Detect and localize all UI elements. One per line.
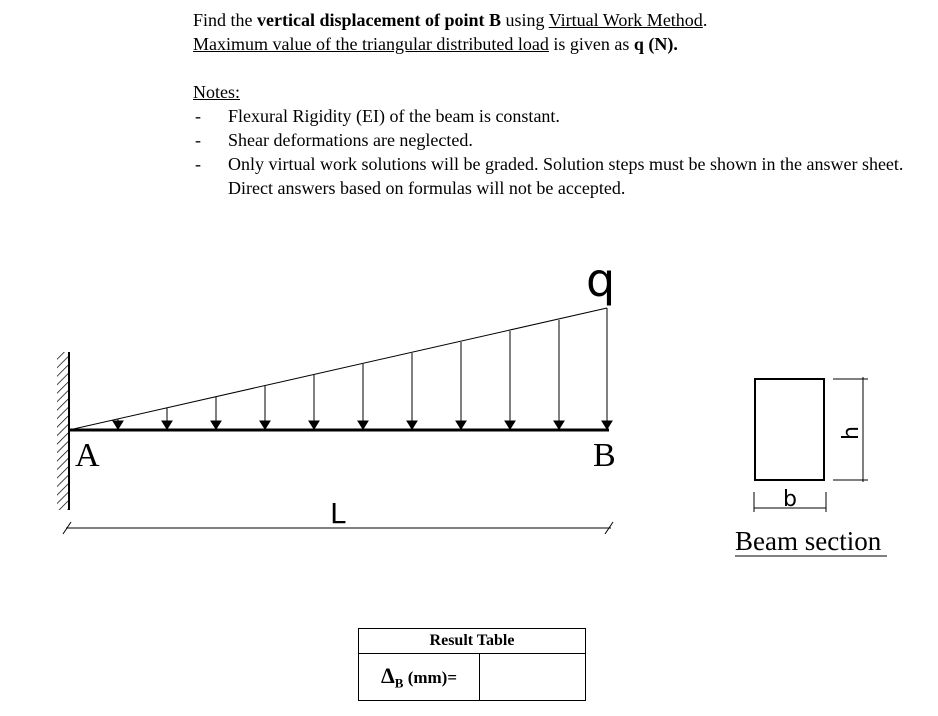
delta-symbol: Δ xyxy=(380,662,395,688)
load-label-q: q xyxy=(586,253,616,307)
displacement-label xyxy=(359,654,480,701)
notes-title: Notes: xyxy=(193,82,240,102)
section-width-label: b xyxy=(783,487,797,512)
load-envelope xyxy=(69,308,607,430)
text-find: Find the xyxy=(193,10,258,30)
result-table-title: Result Table xyxy=(359,629,586,654)
delta-subscript: B xyxy=(394,675,404,691)
delta-unit: (mm)= xyxy=(403,667,458,687)
text-method: Virtual Work Method xyxy=(548,10,703,30)
load-arrows xyxy=(113,308,612,429)
displacement-answer-cell[interactable] xyxy=(480,654,586,701)
note-item: - Shear deformations are neglected. xyxy=(193,128,923,152)
point-a-label: A xyxy=(75,437,100,474)
point-b-label: B xyxy=(593,437,616,474)
text-q-unit: q (N). xyxy=(633,34,678,54)
note-item: - Only virtual work solutions will be graded. Solution steps must be shown in the answer sheet. Direct answers based on formulas will not be accepted. xyxy=(193,152,923,200)
note-item: - Flexural Rigidity (EI) of the beam is constant. xyxy=(193,104,923,128)
section-caption: Beam section xyxy=(735,526,882,556)
span-label-l: L xyxy=(330,497,346,530)
result-table xyxy=(358,628,586,701)
text-bold-target: vertical displacement of point B xyxy=(257,10,501,30)
text-max-load: Maximum value of the triangular distributed load xyxy=(193,34,549,54)
text-using: using xyxy=(501,10,549,30)
text-period: . xyxy=(702,10,708,30)
result-table-row xyxy=(359,654,586,701)
beam-section-rect xyxy=(755,379,824,480)
fixed-support-hatch xyxy=(57,352,69,510)
text-given-as: is given as xyxy=(548,34,634,54)
result-table-header-row xyxy=(359,629,586,654)
section-height-label: h xyxy=(839,426,864,440)
